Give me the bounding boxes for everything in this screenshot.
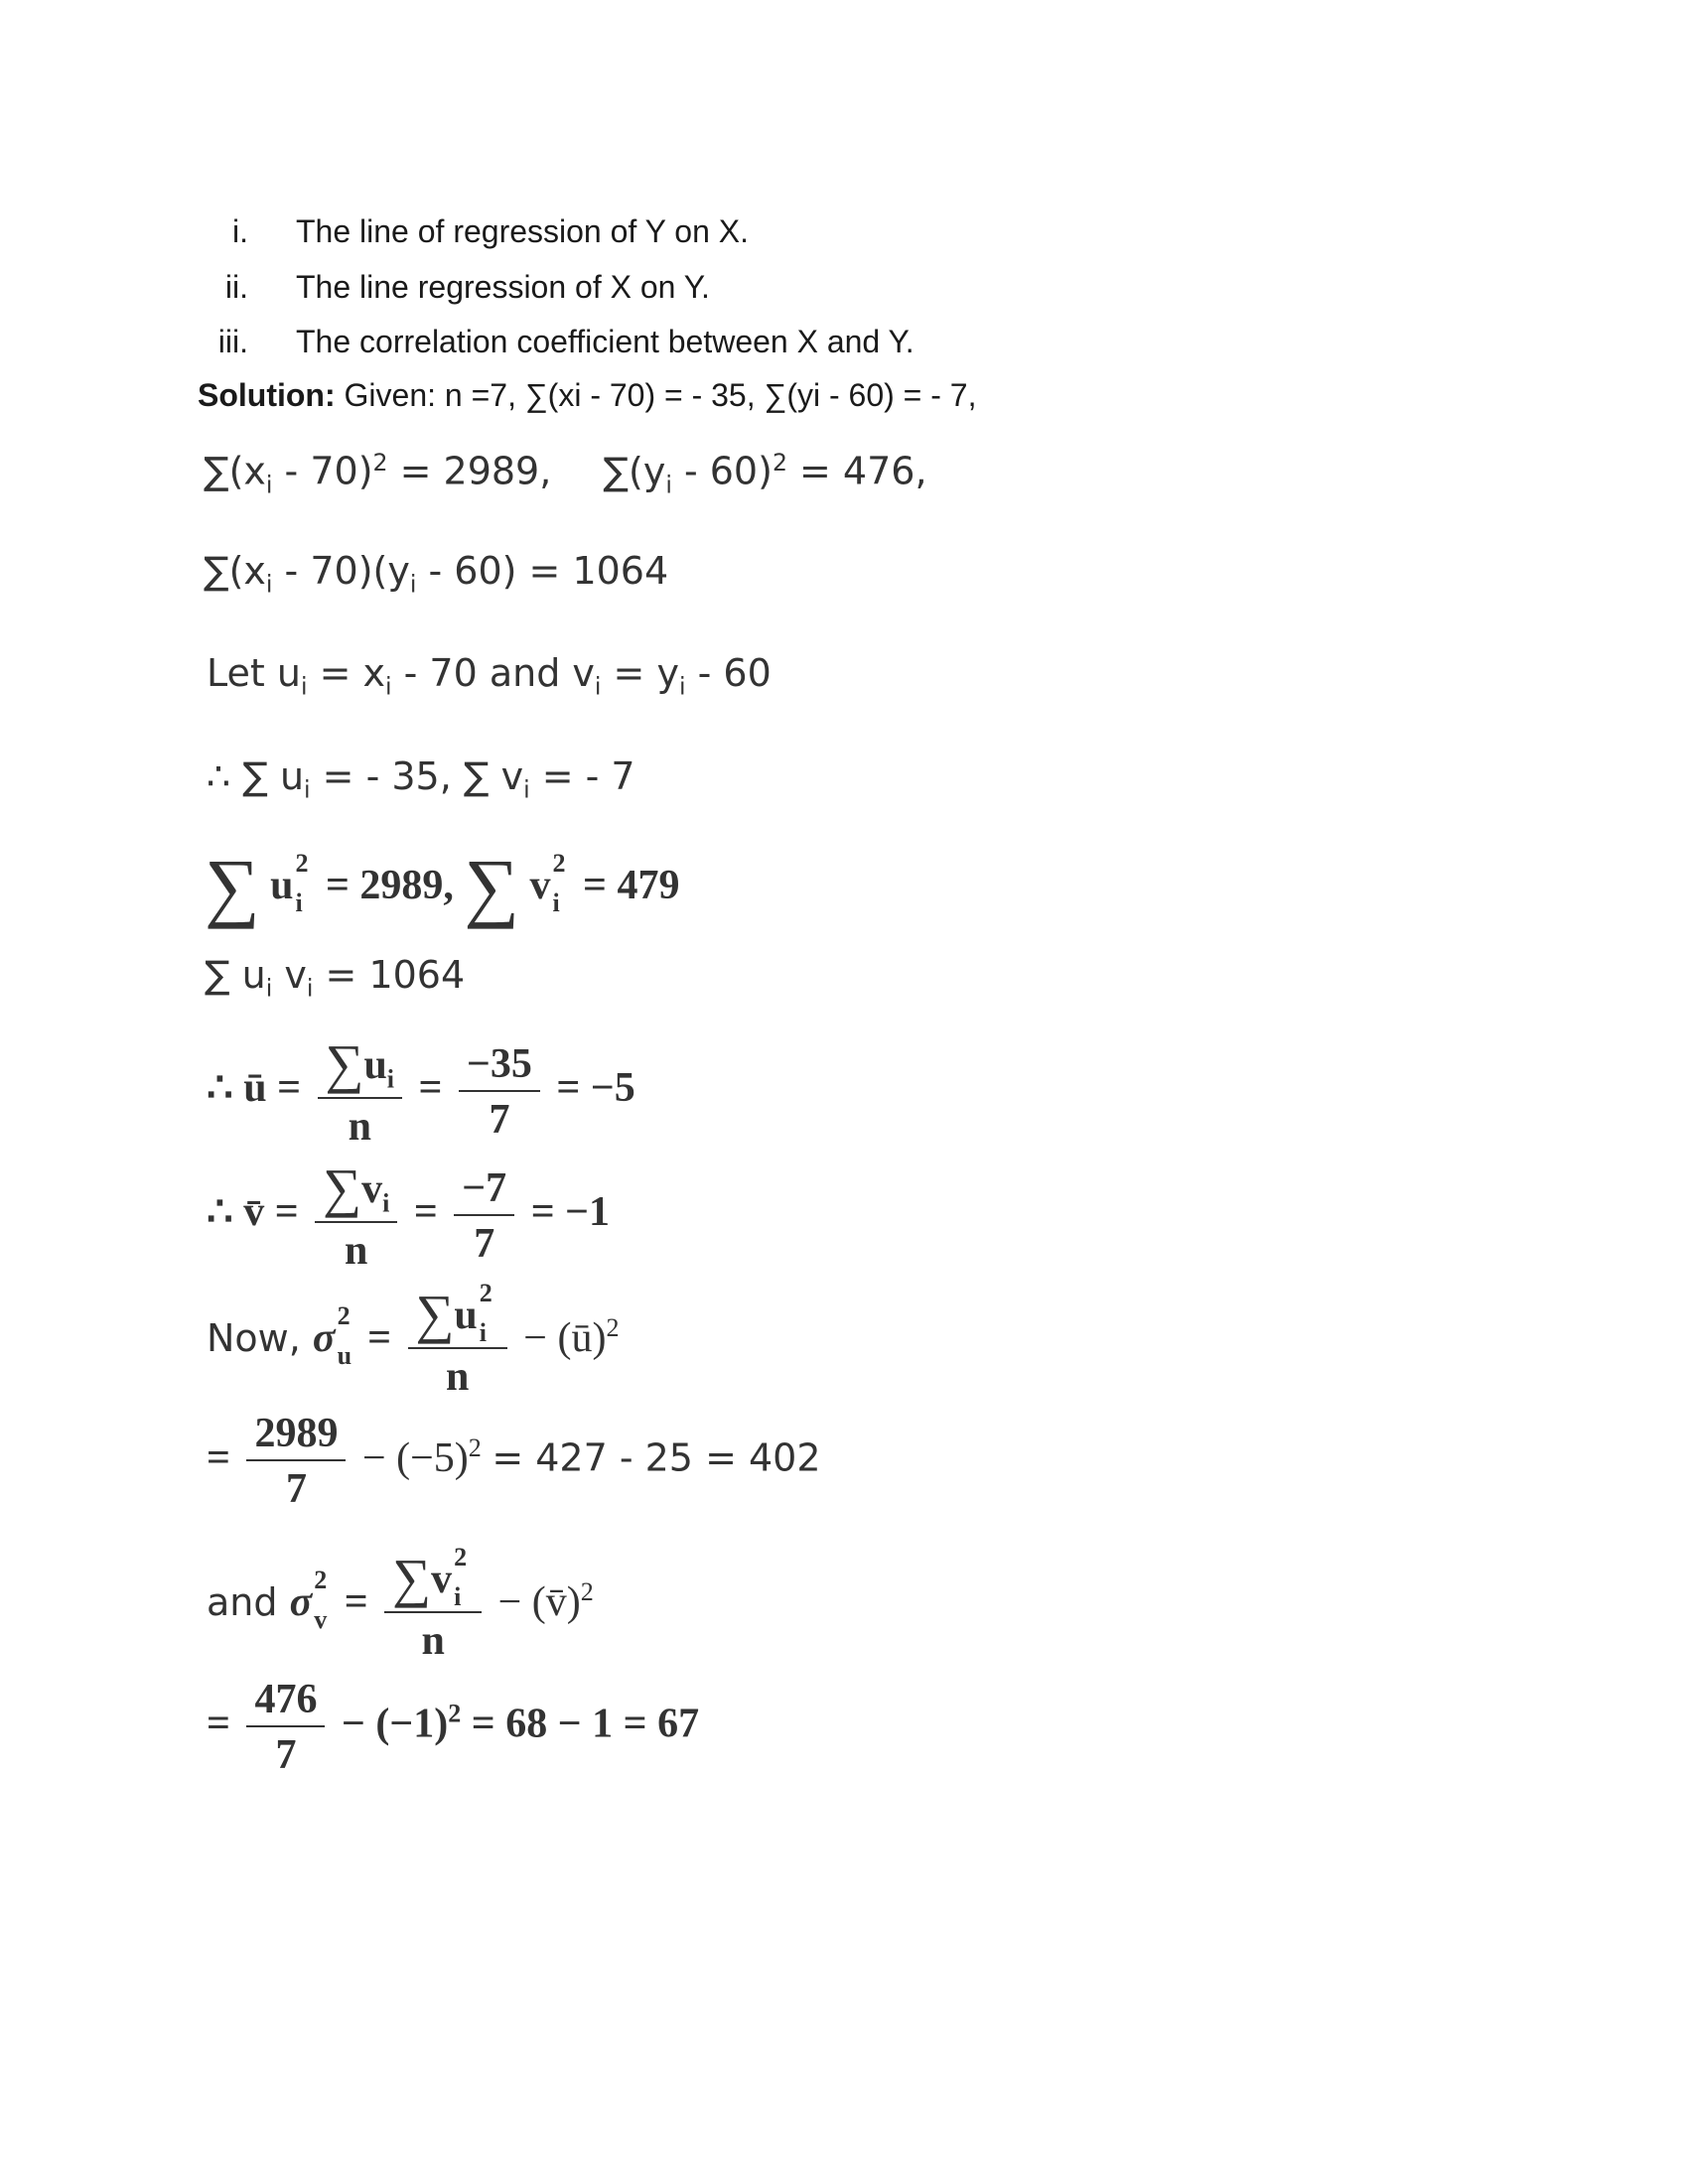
solution-label: Solution:: [198, 377, 336, 413]
equation-substitution: Let $u_i = x_i - 70$ and $v_i = y_i - 60$: [207, 651, 772, 701]
equation-sum-products: $\sum(x_i - 70)(y_i - 60) = 1064$: [204, 549, 669, 599]
equation-variance-u-result: = $\frac{2989}{7}$ − $(-5)^2 = 427 - 25 = 402$: [207, 1411, 821, 1512]
equation-sums: ∴ ∑ $u_i$ = - 35, ∑ $v_i$ = - 7: [207, 754, 635, 804]
solution-line: [198, 377, 976, 414]
equation-mean-u: ∴ ū = $\frac{\sum u_i}{n}$ = $\frac{-35}{7}$ = −5: [207, 1033, 635, 1150]
equation-mean-v: ∴ v̄ = $\frac{\sum v_i}{n}$ = $\frac{-7}{7}$ = −1: [207, 1158, 611, 1274]
equation-sum-uv: ∑ $u_i$ $v_i = 1064$: [205, 953, 466, 1003]
list-number: i.: [232, 213, 248, 249]
given-text: Given: n =7, ∑(xi - 70) = - 35, ∑(yi - 60) = - 7,: [344, 377, 977, 413]
equation-variance-v: and σ 2 v = ∑v 2 i n − (v̄)$^2$: [207, 1543, 594, 1664]
list-text: The line regression of X on Y.: [296, 269, 710, 305]
equation-variance-v-result: = $\frac{476}{7}$ − $(-1)^2 = 68 - 1 = 67$: [207, 1677, 700, 1778]
list-number: ii.: [224, 269, 248, 305]
list-number: iii.: [217, 324, 248, 359]
list-text: The correlation coefficient between X and Y.: [296, 324, 914, 359]
equation-sum-squares-uv: ∑ u 2 i = 2989, ∑ v 2 i = 479: [205, 843, 680, 929]
equation-variance-u: Now, σ 2 u = ∑u 2 i n − (ū)$^2$: [207, 1279, 620, 1400]
list-text: The line of regression of Y on X.: [296, 213, 749, 249]
equation-sum-squares: $\sum(x_i - 70)^2 = 2989$, $\sum(y_i - 60)^2 = 476$,: [204, 449, 927, 499]
